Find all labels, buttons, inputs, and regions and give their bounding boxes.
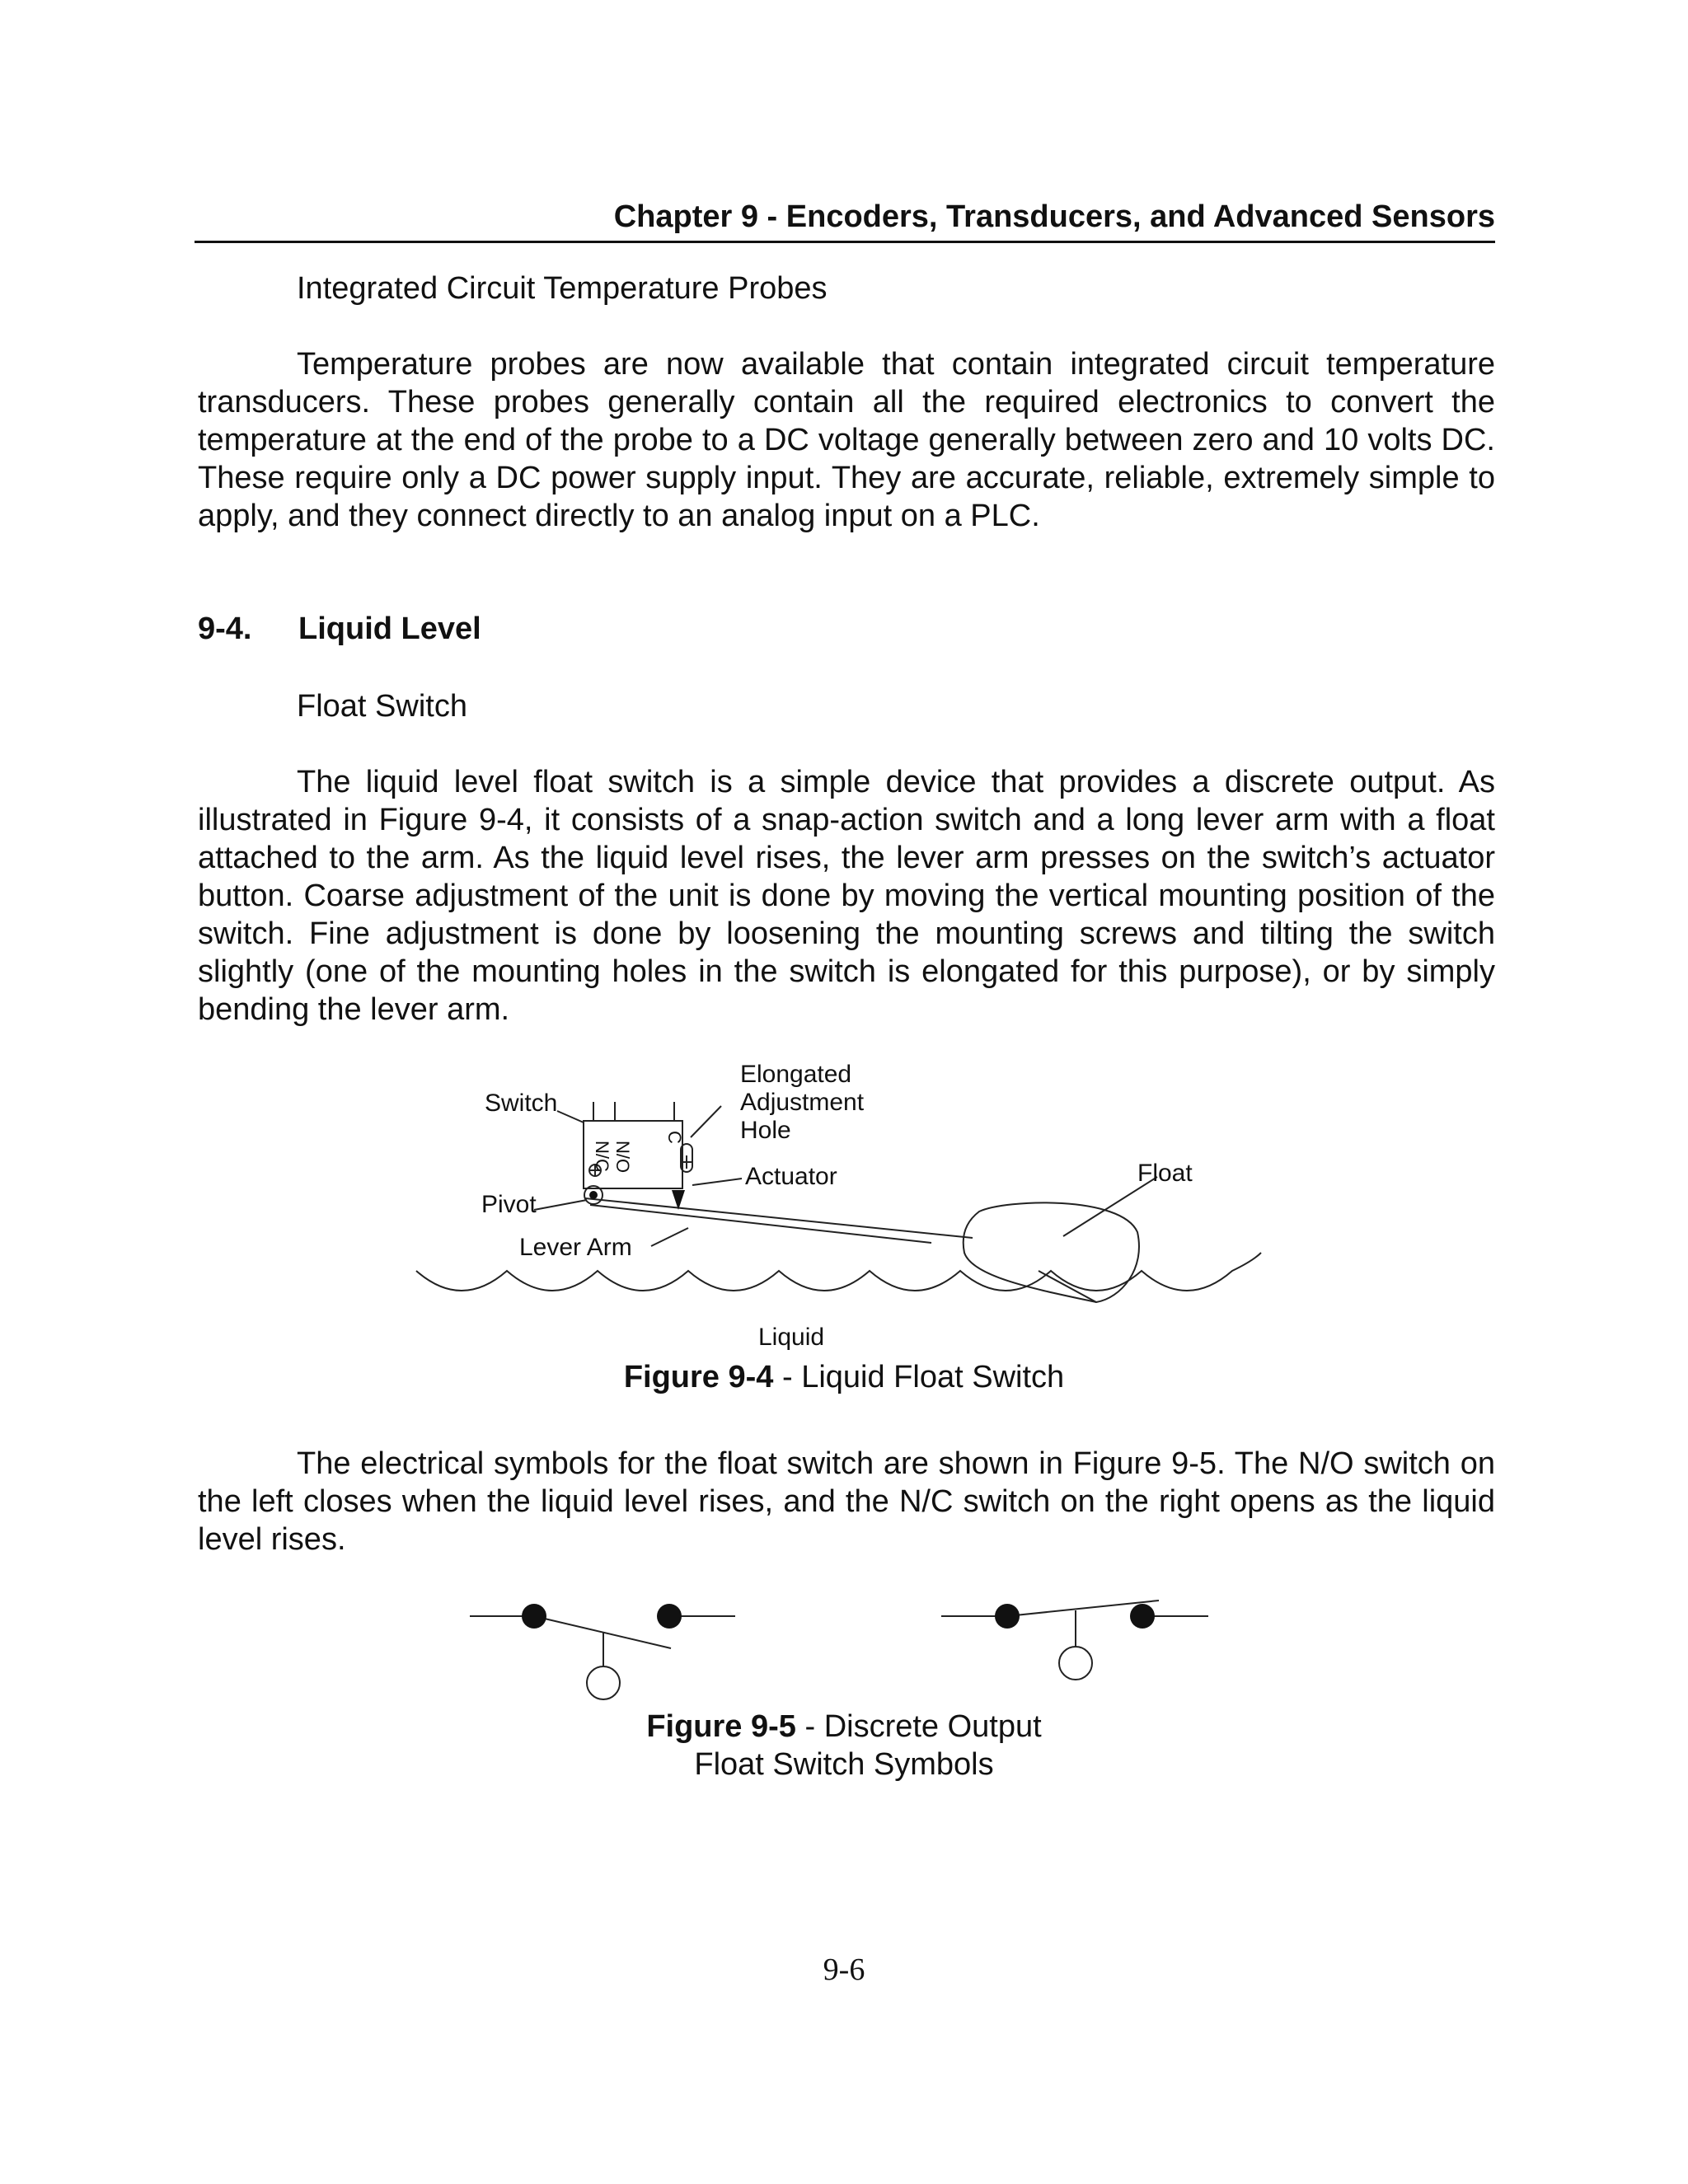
lever-arm-leader (651, 1228, 688, 1246)
ic-probe-paragraph: Temperature probes are now available that contain integrated circuit temperature transducers. These probes generally contain all the required electronics to convert the temperature at the end of the probe to a DC voltage generally between zero and 10 volts DC. These require only a DC power supply input. They are accurate, reliable, extremely simple to apply, and they connect directly to an analog input on a PLC. (198, 347, 1495, 533)
terminal-no-label: N/O (612, 1141, 633, 1174)
pivot-dot (589, 1191, 598, 1199)
label-actuator: Actuator (745, 1163, 837, 1190)
figure-9-5-diagram (445, 1591, 1269, 1706)
label-pivot: Pivot (481, 1191, 537, 1218)
figure-9-4-caption (0, 1358, 1688, 1396)
chapter-header: Chapter 9 - Encoders, Transducers, and Advanced Sensors (613, 199, 1495, 234)
actuator-leader (692, 1179, 742, 1185)
terminal-c-label: C (664, 1131, 685, 1144)
label-elongated-2: Adjustment (740, 1089, 865, 1116)
no-switch-contact-right (657, 1604, 682, 1629)
section-title: Liquid Level (298, 612, 481, 646)
pivot-leader (534, 1200, 587, 1210)
switch-leader (557, 1111, 584, 1122)
float-switch-paragraph: The liquid level float switch is a simple device that provides a discrete output. As illustrated in Figure 9-4, it consists of a snap-action switch and a long lever arm with a float attached to the arm. As the liquid level rises, the lever arm presses on the switch’s actuator button. Coarse adjustment of the unit is done by moving the vertical mounting position of the switch. Fine adjustment is done by loosening the mounting screws and tilting the switch slightly (one of the mounting holes in the switch is elongated for this purpose), or by simply bending the lever arm. (198, 765, 1495, 1027)
terminal-nc-label: N/C (592, 1141, 612, 1172)
figure-9-4-diagram (396, 1055, 1302, 1368)
figure-9-5-caption-bold: Figure 9-5 (646, 1709, 796, 1744)
label-float: Float (1137, 1160, 1193, 1187)
float-switch-heading: Float Switch (297, 689, 467, 724)
no-switch-symbol (470, 1616, 735, 1699)
label-liquid: Liquid (758, 1324, 825, 1351)
label-elongated-3: Hole (740, 1117, 791, 1144)
figure-9-5-caption-line2: Float Switch Symbols (694, 1747, 994, 1782)
nc-switch-contact-right (1130, 1604, 1155, 1629)
figure-9-4-caption-rest: - Liquid Float Switch (773, 1360, 1065, 1394)
elongated-hole-leader (691, 1106, 721, 1137)
label-lever-arm: Lever Arm (519, 1234, 632, 1261)
ic-probe-heading: Integrated Circuit Temperature Probes (297, 271, 828, 306)
figure-9-4-caption-bold: Figure 9-4 (623, 1360, 774, 1394)
label-switch: Switch (485, 1090, 558, 1117)
header-rule (195, 241, 1495, 243)
no-switch-contact-left (522, 1604, 546, 1629)
figure-9-5-caption-rest: - Discrete Output (795, 1709, 1042, 1744)
figure-9-5-caption (0, 1708, 1688, 1783)
symbols-paragraph: The electrical symbols for the float switch are shown in Figure 9-5. The N/O switch on the left closes when the liquid level rises, and the N/C switch on the right opens as the liquid level rises. (198, 1446, 1495, 1557)
nc-switch-symbol (941, 1601, 1208, 1680)
nc-switch-contact-left (995, 1604, 1020, 1629)
label-elongated-1: Elongated (740, 1061, 852, 1088)
section-number: 9-4. (198, 612, 252, 646)
lever-arm (585, 1198, 973, 1238)
page-number: 9-6 (823, 1952, 865, 1987)
